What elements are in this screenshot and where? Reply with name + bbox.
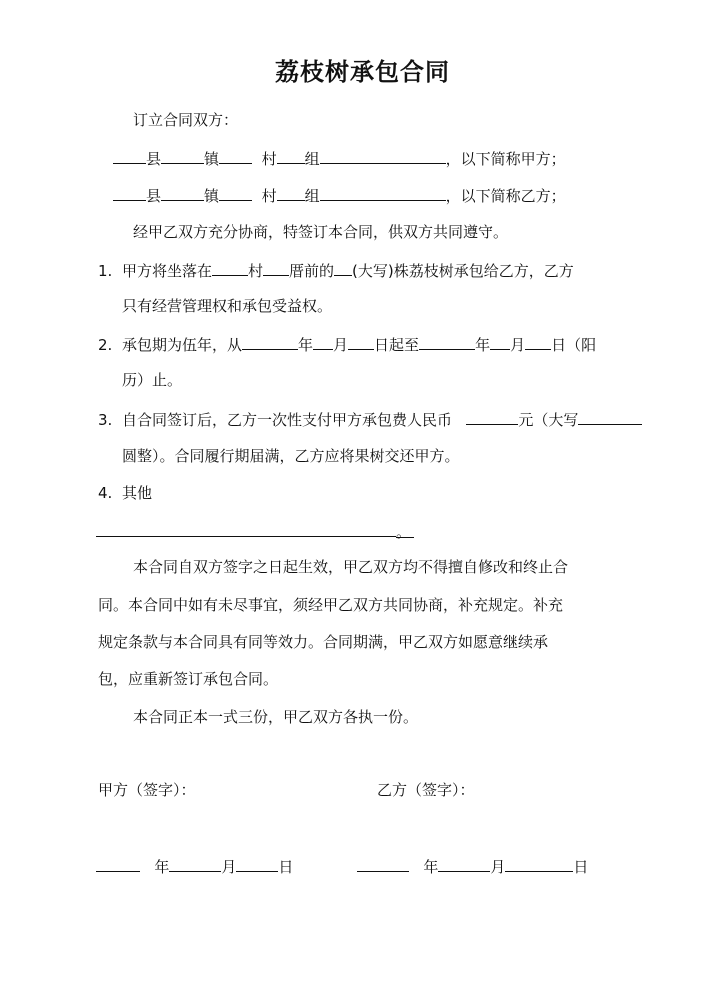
town-gap-blank bbox=[219, 148, 252, 164]
day-label: 日 bbox=[573, 858, 589, 876]
document-title: 荔枝树承包合同 bbox=[275, 57, 450, 86]
year-label: 年 bbox=[154, 858, 170, 876]
month-label: 月 bbox=[221, 858, 237, 876]
clause-2-text-e: 年 bbox=[475, 336, 491, 354]
effect-line-3: 规定条款与本合同具有同等效力。合同期满，甲乙双方如愿意继续承 bbox=[98, 633, 549, 651]
blank bbox=[525, 334, 551, 350]
village-blank bbox=[277, 148, 305, 164]
clause-number: 4. bbox=[98, 484, 113, 502]
town-gap-blank bbox=[219, 185, 252, 201]
effect-line-2: 同。本合同中如有未尽事宜，须经甲乙双方共同协商，补充规定。补充 bbox=[98, 596, 564, 614]
group-label: 组 bbox=[304, 187, 320, 205]
month-label: 月 bbox=[490, 858, 506, 876]
other-terms-end bbox=[396, 522, 414, 541]
county-label: 县 bbox=[146, 187, 162, 205]
party-b-date-line bbox=[357, 856, 588, 877]
clause-number: 1. bbox=[98, 262, 113, 280]
clause-2-text-c: 月 bbox=[333, 336, 349, 354]
other-terms-blank bbox=[96, 521, 396, 537]
group-label: 组 bbox=[304, 150, 320, 168]
effect-line-1: 本合同自双方签字之日起生效，甲乙双方均不得擅自修改和终止合 bbox=[133, 558, 569, 576]
copies-line: 本合同正本一式三份，甲乙双方各执一份。 bbox=[133, 708, 419, 726]
amount-blank bbox=[466, 409, 518, 425]
blank bbox=[212, 260, 248, 276]
party-b-signature-label: 乙方（签字）： bbox=[377, 781, 475, 799]
intro-line: 订立合同双方： bbox=[133, 111, 239, 129]
month-blank bbox=[169, 856, 221, 872]
blank bbox=[419, 334, 475, 350]
party-b-suffix: ，以下简称乙方； bbox=[445, 187, 566, 205]
clause-1-text-c: 厝前的 bbox=[289, 262, 335, 280]
county-blank bbox=[113, 185, 146, 201]
village-label: 村 bbox=[261, 150, 277, 168]
clause-3-text-b: 元（大写 bbox=[518, 411, 579, 429]
clause-4-text: 其他 bbox=[122, 484, 153, 502]
village-label: 村 bbox=[261, 187, 277, 205]
clause-4-end: 。 bbox=[396, 523, 412, 541]
county-blank bbox=[113, 148, 146, 164]
clause-number: 3. bbox=[98, 411, 113, 429]
town-blank bbox=[161, 185, 204, 201]
clause-1-line-2: 只有经营管理权和承包受益权。 bbox=[122, 297, 333, 315]
clause-3-line-2: 圆整）。合同履行期届满，乙方应将果树交还甲方。 bbox=[122, 447, 460, 465]
party-a-line bbox=[113, 148, 566, 169]
blank bbox=[334, 260, 352, 276]
year-blank bbox=[357, 856, 409, 872]
month-blank bbox=[438, 856, 490, 872]
clause-2-text-a: 承包期为伍年，从 bbox=[122, 336, 243, 354]
clause-1-text-a: 甲方将坐落在 bbox=[122, 262, 213, 280]
clause-3-line-1 bbox=[98, 409, 642, 430]
blank bbox=[490, 334, 510, 350]
clause-1-text-b: 村 bbox=[248, 262, 264, 280]
year-blank bbox=[96, 856, 140, 872]
clause-2-text-g: 日（阳 bbox=[551, 336, 597, 354]
day-blank bbox=[505, 856, 573, 872]
town-label: 镇 bbox=[204, 150, 220, 168]
clause-1-text-d: (大写)株荔枝树承包给乙方，乙方 bbox=[352, 262, 574, 280]
group-blank bbox=[320, 185, 446, 201]
group-blank bbox=[320, 148, 446, 164]
party-a-signature-label: 甲方（签字）： bbox=[98, 781, 196, 799]
effect-line-4: 包，应重新签订承包合同。 bbox=[98, 670, 279, 688]
amount-words-blank bbox=[578, 409, 642, 425]
town-blank bbox=[161, 148, 204, 164]
day-label: 日 bbox=[278, 858, 294, 876]
clause-4-line-2 bbox=[96, 521, 414, 542]
clause-4-line-1 bbox=[98, 483, 152, 503]
clause-2-text-b: 年 bbox=[298, 336, 314, 354]
county-label: 县 bbox=[146, 150, 162, 168]
clause-1-line-1 bbox=[98, 260, 574, 281]
preamble: 经甲乙双方充分协商，特签订本合同，供双方共同遵守。 bbox=[133, 223, 509, 241]
day-blank bbox=[236, 856, 278, 872]
town-label: 镇 bbox=[204, 187, 220, 205]
year-label: 年 bbox=[423, 858, 439, 876]
party-b-line bbox=[113, 185, 566, 206]
party-a-date-line bbox=[96, 856, 293, 877]
clause-3-text-a: 自合同签订后，乙方一次性支付甲方承包费人民币 bbox=[122, 411, 453, 429]
clause-2-line-2: 历）止。 bbox=[122, 371, 183, 389]
party-a-suffix: ，以下简称甲方； bbox=[445, 150, 566, 168]
blank bbox=[313, 334, 333, 350]
clause-2-text-f: 月 bbox=[510, 336, 526, 354]
blank bbox=[348, 334, 374, 350]
clause-2-text-d: 日起至 bbox=[374, 336, 420, 354]
clause-2-line-1 bbox=[98, 334, 596, 355]
village-blank bbox=[277, 185, 305, 201]
clause-number: 2. bbox=[98, 336, 113, 354]
blank bbox=[263, 260, 289, 276]
blank bbox=[242, 334, 298, 350]
